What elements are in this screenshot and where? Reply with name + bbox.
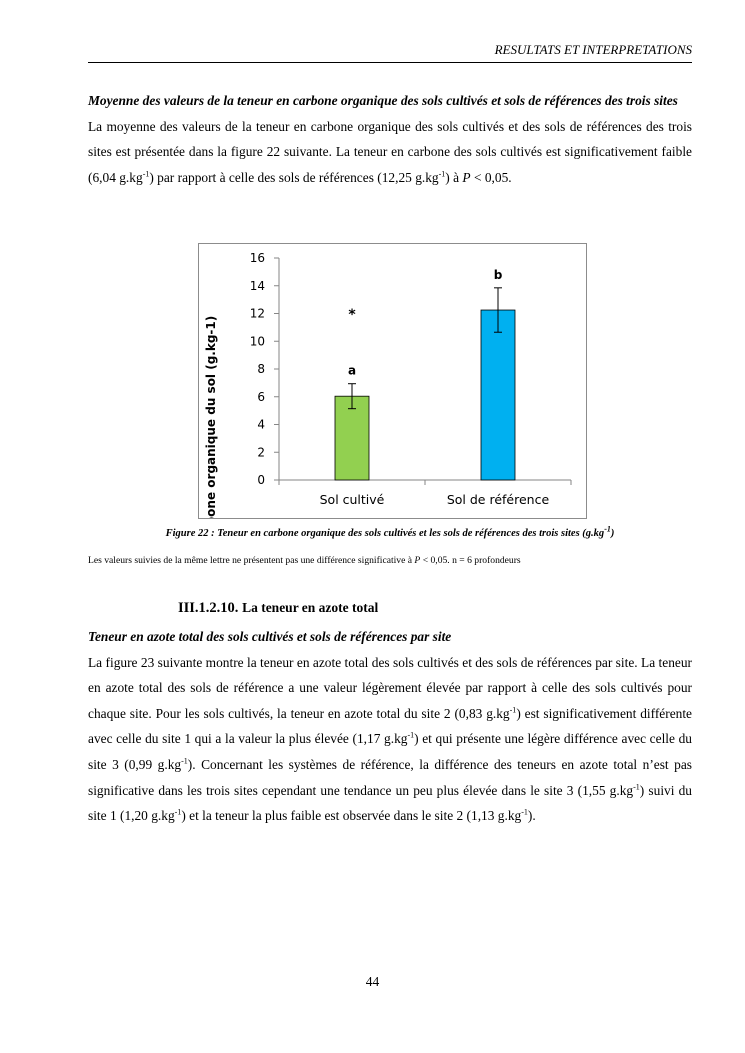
y-axis-label: Carbone organique du sol (g.kg-1)	[204, 315, 218, 518]
page-number: 44	[365, 974, 380, 989]
x-category-label: Sol cultivé	[319, 492, 385, 507]
section-heading: Moyenne des valeurs de la teneur en carbone organique des sols cultivés et sols de références des trois sites	[88, 93, 678, 108]
significance-letter: b	[493, 267, 503, 282]
y-tick-label: 10	[249, 334, 265, 349]
section-title: III.1.2.10. La teneur en azote total	[178, 600, 379, 616]
running-header: RESULTATS ET INTERPRETATIONS	[88, 42, 692, 63]
paragraph: La figure 23 suivante montre la teneur en azote total des sols cultivés et des sols de références par site. La teneur en azote total des sols de référence a une valeur légèrement élevée par rapport à celle des sols cultivés pour chaque site. Pour les sols cultivés, la teneur en azote total du site 2 (0,83 $g.kg^{-1}$) est significativement différente avec celle du site 1 qui a la valeur la plus élevée (1,17 $g.kg^{-1}$) et qui présente une légère différence avec celle du site 3 (0,99 $g.kg^{-1}$). Concernant les systèmes de référence, la différence des teneurs en azote total n’est pas significative dans les trois sites cependant une tendance un peu plus élevée dans le site 3 (1,55 $g.kg^{-1}$) suivi du site 1 (1,20 $g.kg^{-1}$) et la teneur la plus faible est observée dans le site 2 (1,13 $g.kg^{-1}$).	[88, 654, 692, 824]
paragraph: La moyenne des valeurs de la teneur en carbone organique des sols cultivés et des sols de références des trois sites est présentée dans la figure 22 suivante. La teneur en carbone des sols cultivés est significativement faible (6,04 $g.kg^{-1}$) par rapport à celle des sols de références (12,25 $g.kg^{-1}$) à P < 0,05.	[88, 118, 692, 185]
significance-asterisk: *	[348, 307, 356, 324]
bar-2	[481, 310, 515, 480]
figure-22-chart	[198, 243, 587, 519]
y-tick-label: 16	[249, 251, 265, 265]
figure-caption: Figure 22 : Teneur en carbone organique des sols cultivés et les sols de références des trois sites $(g.kg^{-1})$	[165, 524, 615, 539]
x-category-label: Sol de référence	[446, 492, 550, 507]
y-tick-label: 8	[257, 362, 265, 376]
section-nitrogen	[88, 624, 692, 829]
bar-chart	[199, 244, 586, 518]
section-carbon	[88, 88, 692, 190]
y-tick-label: 12	[249, 306, 265, 321]
figure-note: Les valeurs suivies de la même lettre ne présentent pas une différence significative à P < 0,05. n = 6 profondeurs	[88, 555, 521, 566]
y-tick-label: 6	[257, 389, 265, 404]
y-tick-label: 0	[257, 473, 265, 487]
y-tick-label: 14	[249, 278, 265, 293]
subsection-heading: Teneur en azote total des sols cultivés et sols de références par site	[88, 629, 452, 644]
significance-letter: a	[347, 363, 357, 378]
y-tick-label: 2	[257, 445, 265, 460]
y-tick-label: 4	[257, 417, 265, 432]
